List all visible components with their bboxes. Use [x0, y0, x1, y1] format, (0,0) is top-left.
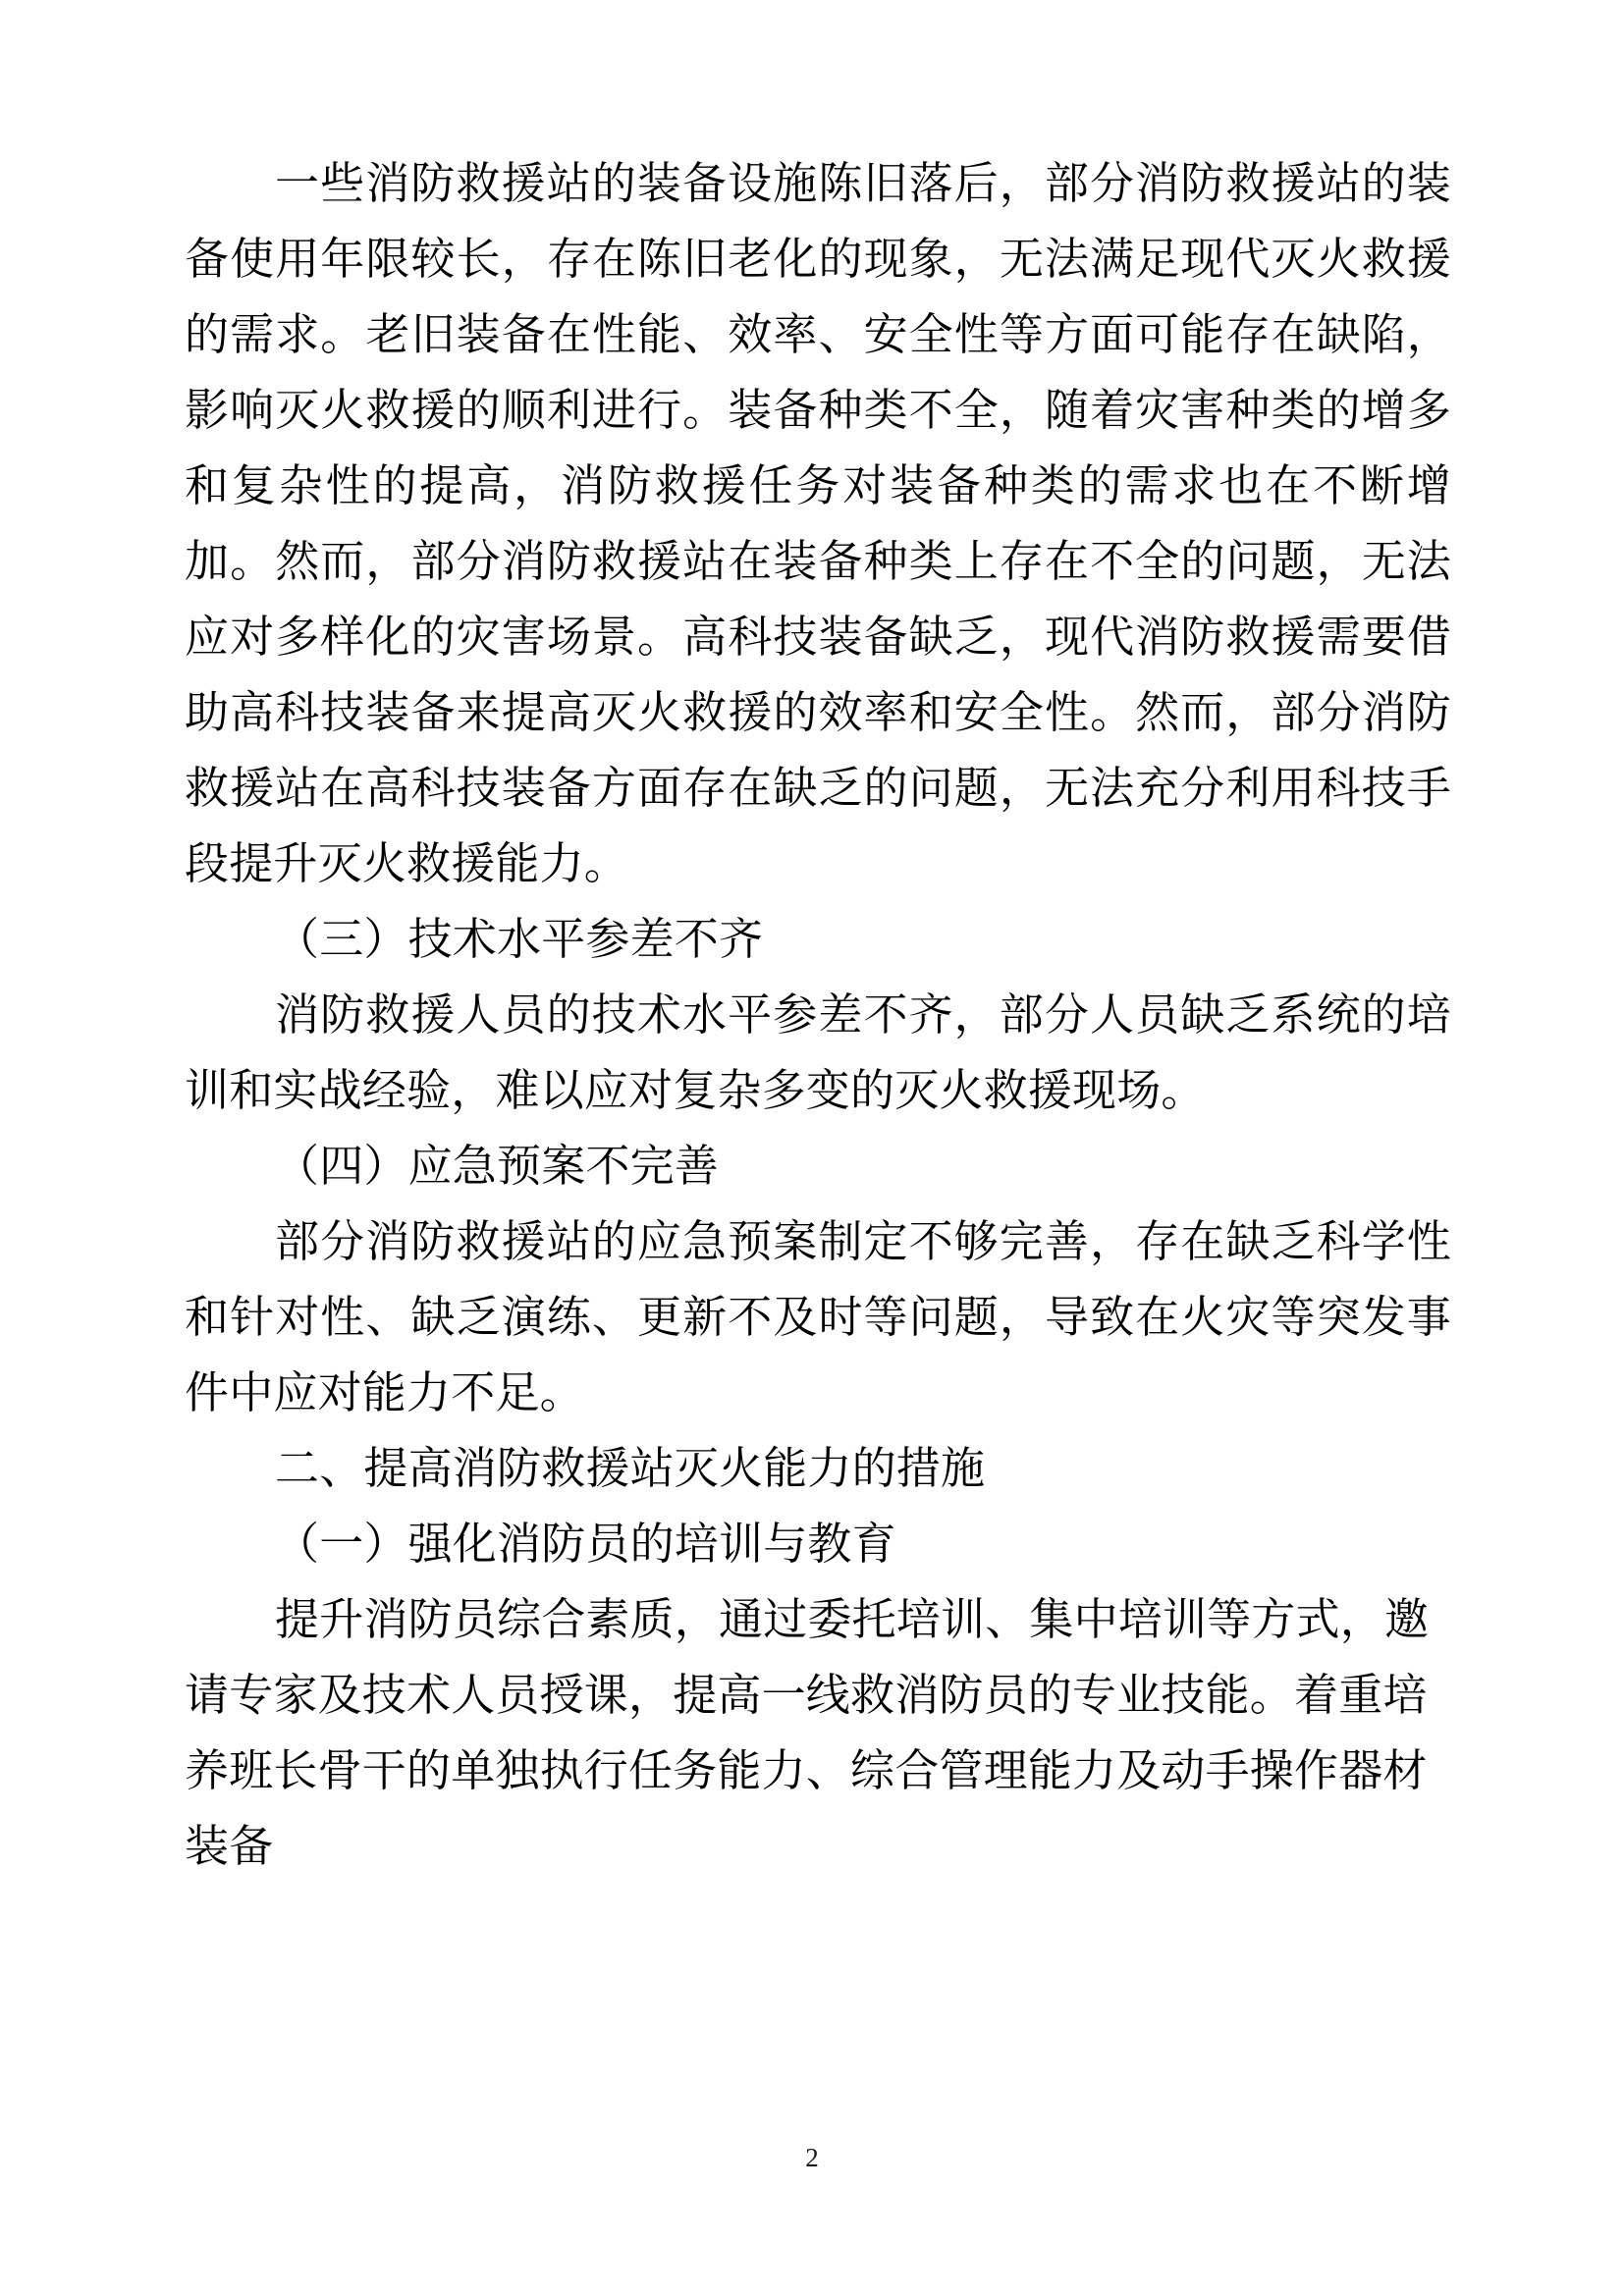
paragraph-skill-level: 消防救援人员的技术水平参差不齐，部分人员缺乏系统的培训和实战经验，难以应对复杂多变的灭火救援现场。 — [185, 988, 1451, 1116]
page-content-area — [185, 145, 1451, 1884]
paragraph-emergency-plan: 部分消防救援站的应急预案制定不够完善，存在缺乏科学性和针对性、缺乏演练、更新不及时等问题，导致在火灾等突发事件中应对能力不足。 — [185, 1215, 1451, 1418]
page-number: 2 — [805, 2143, 819, 2172]
heading-four-emergency-plan: （四）应急预案不完善 — [275, 1140, 720, 1192]
heading-three-skill-level: （三）技术水平参差不齐 — [275, 913, 764, 965]
heading-one-training-education: （一）强化消防员的培训与教育 — [275, 1518, 896, 1570]
paragraph-training-education: 提升消防员综合素质，通过委托培训、集中培训等方式，邀请专家及技术人员授课，提高一线救消防员的专业技能。着重培养班长骨干的单独执行任务能力、综合管理能力及动手操作器材装备 — [185, 1593, 1430, 1872]
section-heading-two-measures: 二、提高消防救援站灭火能力的措施 — [275, 1442, 986, 1494]
paragraph-equipment-outdated: 一些消防救援站的装备设施陈旧落后，部分消防救援站的装备使用年限较长，存在陈旧老化的现象，无法满足现代灭火救援的需求。老旧装备在性能、效率、安全性等方面可能存在缺陷，影响灭火救援的顺利进行。装备种类不全，随着灾害种类的增多和复杂性的提高，消防救援任务对装备种类的需求也在不断增加。然而，部分消防救援站在装备种类上存在不全的问题，无法应对多样化的灾害场景。高科技装备缺乏，现代消防救援需要借助高科技装备来提高灭火救援的效率和安全性。然而，部分消防救援站在高科技装备方面存在缺乏的问题，无法充分利用科技手段提升灭火救援能力。 — [185, 157, 1451, 889]
